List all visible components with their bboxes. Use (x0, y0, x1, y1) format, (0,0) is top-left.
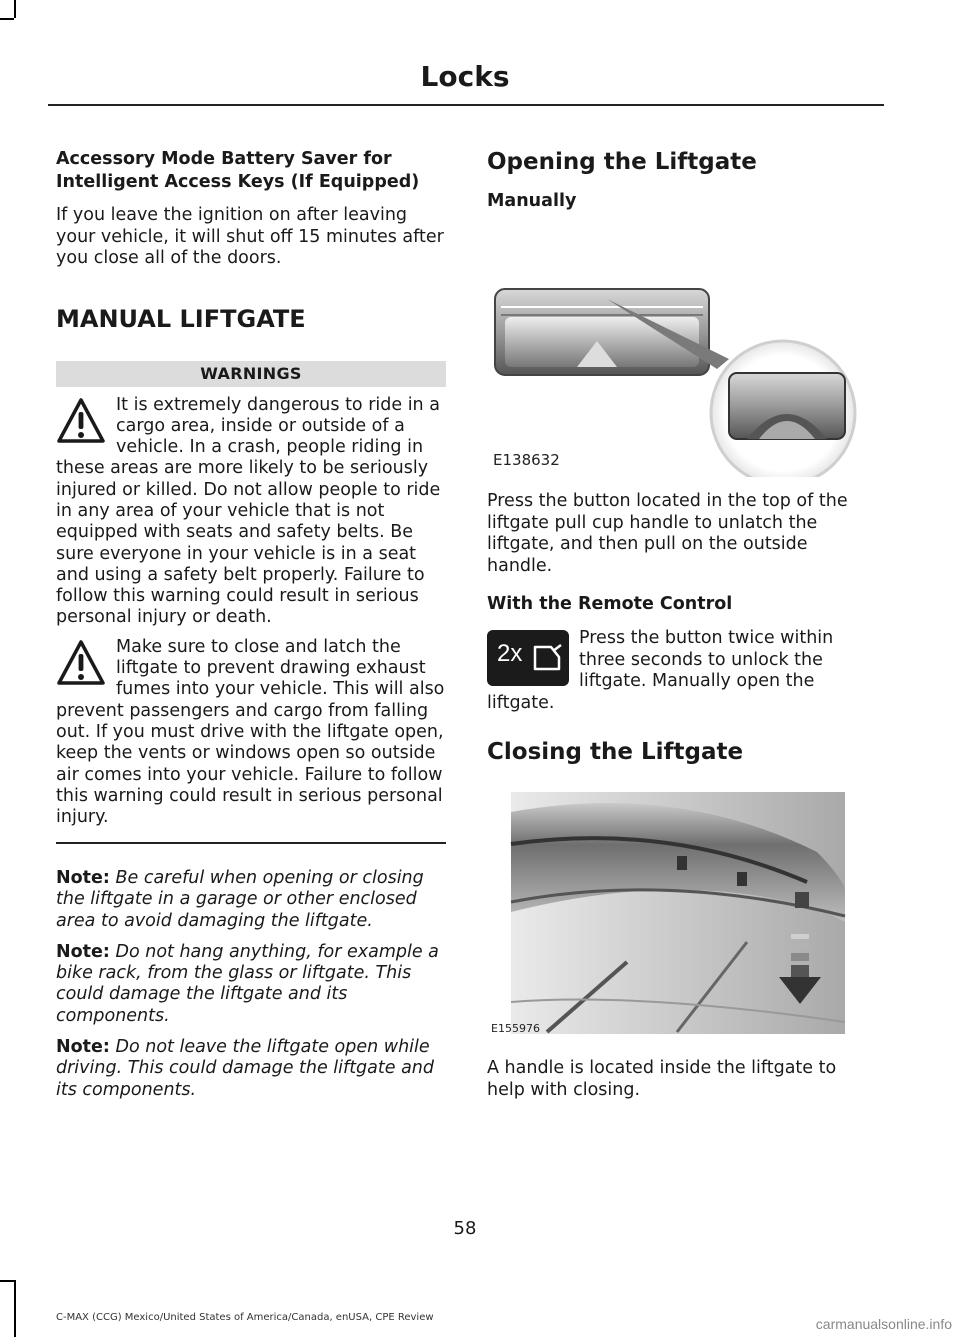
remote-icon-label: 2x (497, 640, 523, 667)
remote-text: Press the button twice within three seconds to unlock the liftgate. Manually open the liftgate. (487, 628, 834, 713)
note-label: Note: (56, 867, 110, 888)
note-label: Note: (56, 1037, 110, 1058)
warnings-end-rule (56, 842, 446, 844)
crop-mark (0, 1280, 14, 1282)
note-2-text: Do not hang anything, for example a bike rack, from the glass or liftgate. This could damage the liftgate and its components. (56, 941, 439, 1026)
closing-text: A handle is located inside the liftgate to help with closing. (487, 1058, 837, 1100)
remote-paragraph (487, 628, 877, 714)
liftgate-remote-button-icon (487, 630, 569, 686)
section-title: MANUAL LIFTGATE (56, 304, 306, 333)
note-1-text: Be careful when opening or closing the liftgate in a garage or other enclosed area to avoid damaging the liftgate. (56, 867, 424, 931)
figure-1-code: E138632 (493, 451, 560, 469)
note-1 (56, 868, 446, 932)
figure-2-code: E155976 (491, 1022, 540, 1035)
note-3 (56, 1037, 446, 1101)
warning-2 (56, 637, 446, 829)
car-rear-icon (529, 641, 563, 675)
closing-title: Closing the Liftgate (487, 739, 744, 765)
document-info: C-MAX (CCG) Mexico/United States of America/Canada, enUSA, CPE Review (56, 1312, 434, 1323)
opening-text: Press the button located in the top of the liftgate pull cup handle to unlatch the liftgate, and then pull on the outside handle. (487, 491, 848, 576)
crop-mark (14, 0, 16, 18)
header-divider (48, 104, 884, 106)
manually-heading: Manually (487, 191, 577, 211)
page-header-title: Locks (420, 60, 510, 93)
figure-liftgate-handle (487, 219, 867, 477)
opening-title: Opening the Liftgate (487, 149, 757, 175)
note-2 (56, 942, 446, 1027)
figure-closing-liftgate (487, 792, 867, 1042)
note-3-text: Do not leave the liftgate open while driving. This could damage the liftgate and its components. (56, 1037, 435, 1100)
left-column (56, 148, 446, 1101)
note-label: Note: (56, 941, 110, 962)
right-column (487, 148, 877, 1101)
warning-triangle-icon (56, 397, 106, 445)
crop-mark (0, 18, 14, 20)
warning-1 (56, 395, 446, 629)
remote-control-heading: With the Remote Control (487, 594, 733, 614)
warnings-title: WARNINGS (56, 361, 446, 387)
liftgate-handle-illustration (487, 219, 867, 477)
battery-saver-heading: Accessory Mode Battery Saver for Intelligent Access Keys (If Equipped) (56, 149, 420, 192)
battery-saver-text: If you leave the ignition on after leaving your vehicle, it will shut off 15 minutes after you close all of the doors. (56, 205, 444, 268)
crop-mark (14, 1280, 16, 1337)
page-number: 58 (453, 1218, 477, 1239)
warning-2-text: Make sure to close and latch the liftgate to prevent drawing exhaust fumes into your vehicle. This will also prevent passengers and cargo from falling out. If you must drive with the liftgate open, keep the vents or windows open so outside air comes into your vehicle. Failure to follow this warning could result in serious personal injury. (56, 636, 445, 828)
watermark: carmanualsonline.info (815, 1316, 952, 1332)
down-arrow-icon (779, 932, 821, 1016)
warning-1-text: It is extremely dangerous to ride in a cargo area, inside or outside of a vehicle. In a crash, people riding in these areas are more likely to be seriously injured or killed. Do not allow people to ride in any area of your vehicle that is not equipped with seats and safety belts. Be sure everyone in your vehicle is in a seat and using a safety belt properly. Failure to follow this warning could result in serious personal injury or death. (56, 394, 441, 628)
warning-triangle-icon (56, 639, 106, 687)
